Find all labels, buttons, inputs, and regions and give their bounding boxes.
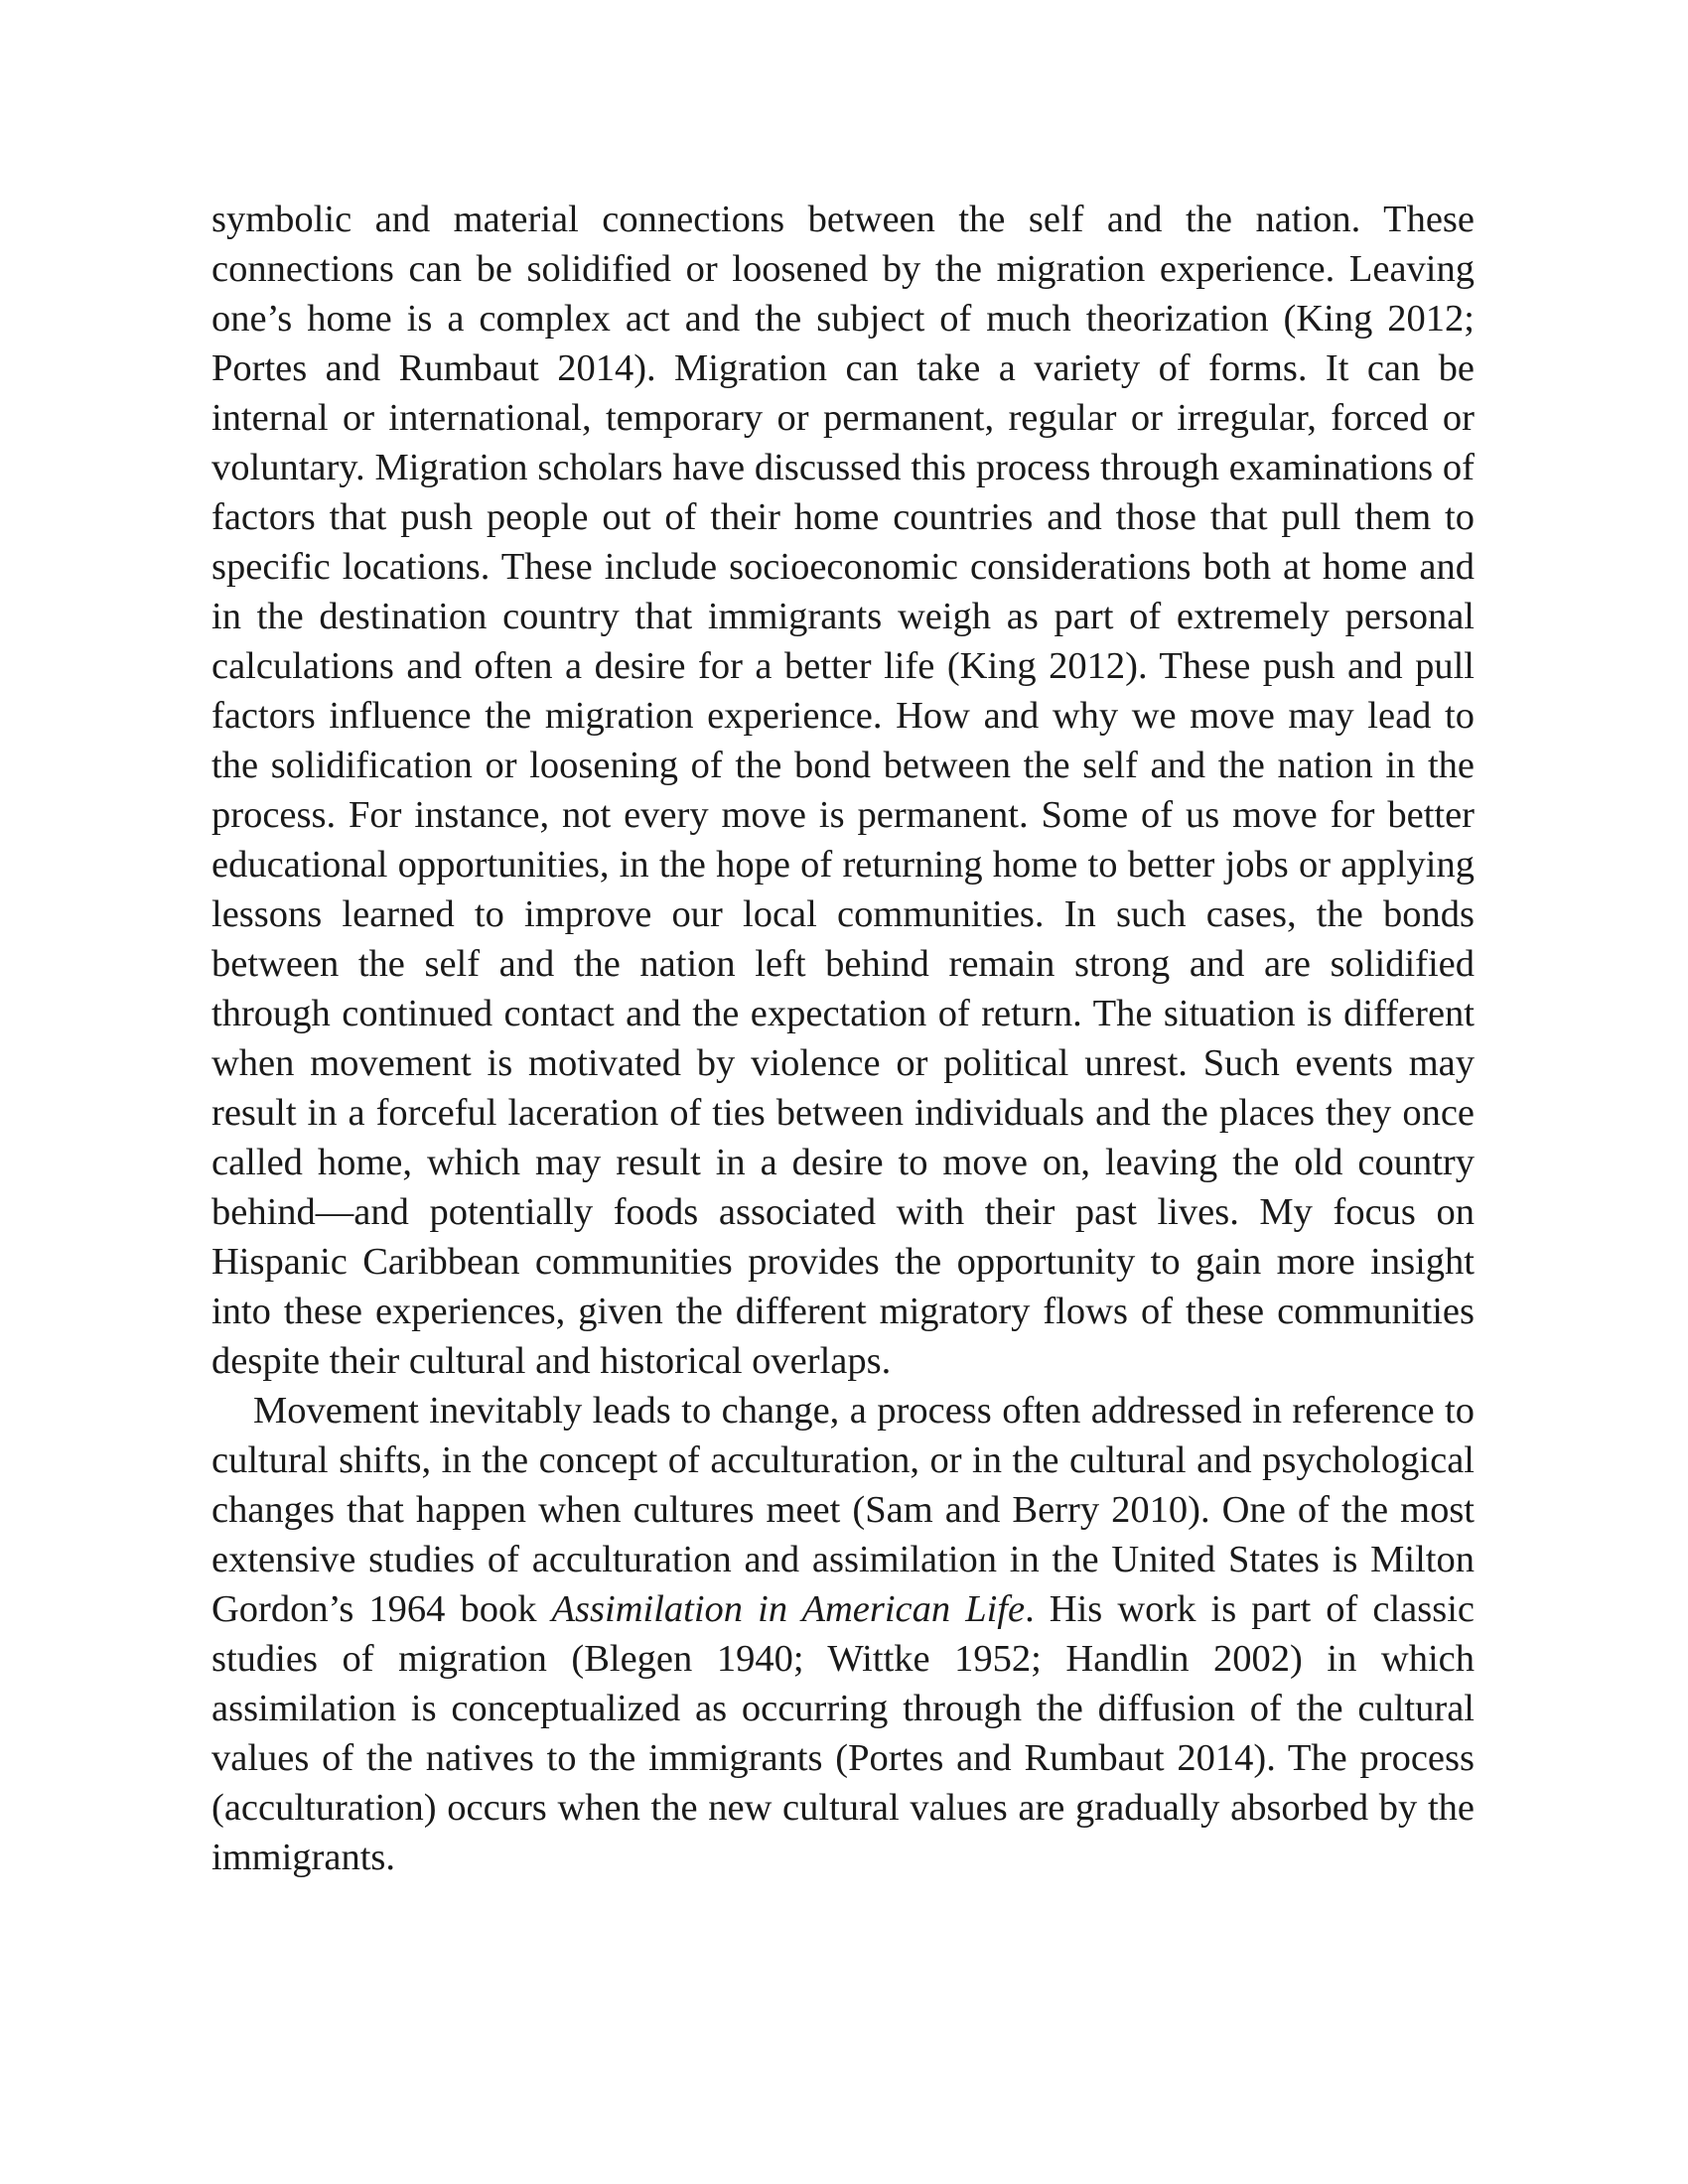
page-body <box>211 195 1475 1882</box>
paragraph-text-before-italic: Movement inevitably leads to change, a process often addressed in reference to cultural shifts, in the concept of acculturation, or in the cultural and psychological changes that happen when cultures meet (Sam and Berry 2010). One of the most extensive studies of acculturation and assimilation in the United States is Milton Gordon’s 1964 book <box>211 1390 1475 1630</box>
paragraph-acculturation <box>211 1386 1475 1882</box>
book-title: Assimilation in American Life <box>551 1588 1026 1630</box>
paragraph-migration: symbolic and material connections between the self and the nation. These connections can be solidified or loosened by the migration experience. Leaving one’s home is a complex act and the subject of much theorization (King 2012; Portes and Rumbaut 2014). Migration can take a variety of forms. It can be internal or international, temporary or permanent, regular or irregular, forced or voluntary. Migration scholars have discussed this process through examinations of factors that push people out of their home countries and those that pull them to specific locations. These include socioeconomic considerations both at home and in the destination country that immigrants weigh as part of extremely personal calculations and often a desire for a better life (King 2012). These push and pull factors influence the migration experience. How and why we move may lead to the solidification or loosening of the bond between the self and the nation in the process. For instance, not every move is permanent. Some of us move for better educational opportunities, in the hope of returning home to better jobs or applying lessons learned to improve our local communities. In such cases, the bonds between the self and the nation left behind remain strong and are solidified through continued contact and the expectation of return. The situation is different when movement is motivated by violence or political unrest. Such events may result in a forceful laceration of ties between individuals and the places they once called home, which may result in a desire to move on, leaving the old country behind—and potentially foods associated with their past lives. My focus on Hispanic Caribbean communities provides the opportunity to gain more insight into these experiences, given the different migratory flows of these communities despite their cultural and historical overlaps. <box>211 199 1475 1382</box>
paragraph-text-after-italic: . His work is part of classic studies of migration (Blegen 1940; Wittke 1952; Handlin 2002) in which assimilation is conceptualized as occurring through the diffusion of the cultural values of the natives to the immigrants (Portes and Rumbaut 2014). The process (acculturation) occurs when the new cultural values are gradually absorbed by the immigrants. <box>211 1588 1475 1878</box>
